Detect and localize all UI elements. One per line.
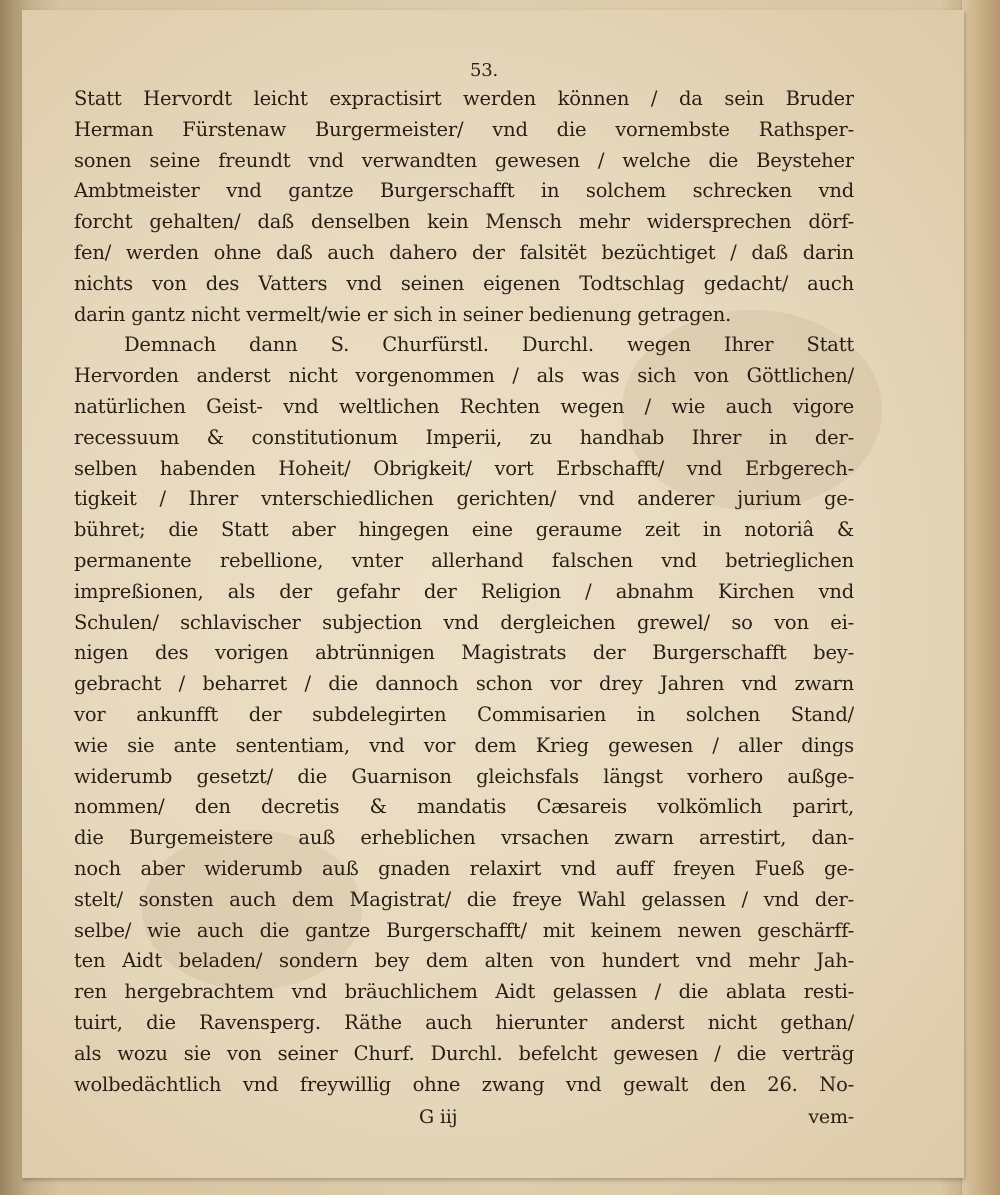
text-line: fen/ werden ohne daß auch dahero der falsitët bezüchtiget / daß darin	[74, 240, 854, 264]
text-line: ren hergebrachtem vnd bräuchlichem Aidt gelassen / die ablata resti-	[74, 980, 854, 1004]
page-number: 53.	[469, 60, 499, 81]
text-line: bühret; die Statt aber hingegen eine geraume zeit in notoriâ &	[74, 518, 854, 542]
text-line: nigen des vorigen abtrünnigen Magistrats der Burgerschafft bey-	[74, 641, 854, 665]
text-line: permanente rebellione, vnter allerhand falschen vnd betrieglichen	[74, 548, 854, 572]
text-line: impreßionen, als der gefahr der Religion / abnahm Kirchen vnd	[74, 579, 854, 603]
page-footer	[74, 1100, 854, 1134]
text-line: darin gantz nicht vermelt/wie er sich in seiner bedienung getragen.	[74, 302, 732, 326]
book-edge	[961, 0, 1000, 1195]
text-line: die Burgemeistere auß erheblichen vrsachen zwarn arrestirt, dan-	[74, 826, 854, 850]
text-line: natürlichen Geist- vnd weltlichen Rechten wegen / wie auch vigore	[74, 394, 854, 418]
text-line: Herman Fürstenaw Burgermeister/ vnd die vornembste Rathsper-	[74, 117, 854, 141]
text-line: forcht gehalten/ daß denselben kein Mensch mehr widersprechen dörf-	[74, 210, 854, 234]
text-line: Statt Hervordt leicht expractisirt werden können / da sein Bruder	[74, 87, 854, 110]
text-line: wolbedächtlich vnd freywillig ohne zwang vnd gewalt den 26. No-	[74, 1072, 854, 1096]
catchword: vem-	[808, 1106, 854, 1129]
text-line: stelt/ sonsten auch dem Magistrat/ die freye Wahl gelassen / vnd der-	[74, 887, 854, 911]
text-line: gebracht / beharret / die dannoch schon vor drey Jahren vnd zwarn	[74, 672, 854, 696]
text-line: widerumb gesetzt/ die Guarnison gleichsfals längst vorhero außge-	[74, 764, 854, 788]
text-line: recessuum & constitutionum Imperii, zu handhab Ihrer in der-	[74, 425, 854, 449]
text-line: wie sie ante sententiam, vnd vor dem Krieg gewesen / aller dings	[74, 733, 854, 757]
text-block	[74, 58, 854, 1134]
text-line: selben habenden Hoheit/ Obrigkeit/ vort Erbschafft/ vnd Erbgerech-	[74, 456, 854, 480]
text-line: tigkeit / Ihrer vnterschiedlichen gerichten/ vnd anderer jurium ge-	[74, 487, 854, 511]
text-line: vor ankunfft der subdelegirten Commisarien in solchen Stand/	[74, 702, 854, 726]
text-line: tuirt, die Ravensperg. Räthe auch hierunter anderst nicht gethan/	[74, 1010, 854, 1034]
text-line: sonen seine freundt vnd verwandten gewesen / welche die Beysteher	[74, 148, 854, 172]
text-line: Schulen/ schlavischer subjection vnd dergleichen grewel/ so von ei-	[74, 610, 854, 634]
text-line: noch aber widerumb auß gnaden relaxirt vnd auff freyen Fueß ge-	[74, 856, 854, 880]
text-line: selbe/ wie auch die gantze Burgerschafft/ mit keinem newen geschärff-	[74, 918, 854, 942]
text-line: nichts von des Vatters vnd seinen eigenen Todtschlag gedacht/ auch	[74, 271, 854, 295]
text-line: als wozu sie von seiner Churf. Durchl. befelcht gewesen / die verträg	[74, 1041, 854, 1065]
text-line: nommen/ den decretis & mandatis Cæsareis volkömlich parirt,	[74, 795, 854, 819]
text-line: Hervorden anderst nicht vorgenommen / als was sich von Göttlichen/	[74, 364, 854, 388]
signature-mark: G iij	[419, 1106, 458, 1129]
text-line: Demnach dann S. Churfürstl. Durchl. wegen Ihrer Statt	[124, 333, 854, 357]
text-line: ten Aidt beladen/ sondern bey dem alten von hundert vnd mehr Jah-	[74, 949, 854, 973]
book-page	[22, 10, 964, 1178]
text-line: Ambtmeister vnd gantze Burgerschafft in solchem schrecken vnd	[74, 179, 854, 203]
